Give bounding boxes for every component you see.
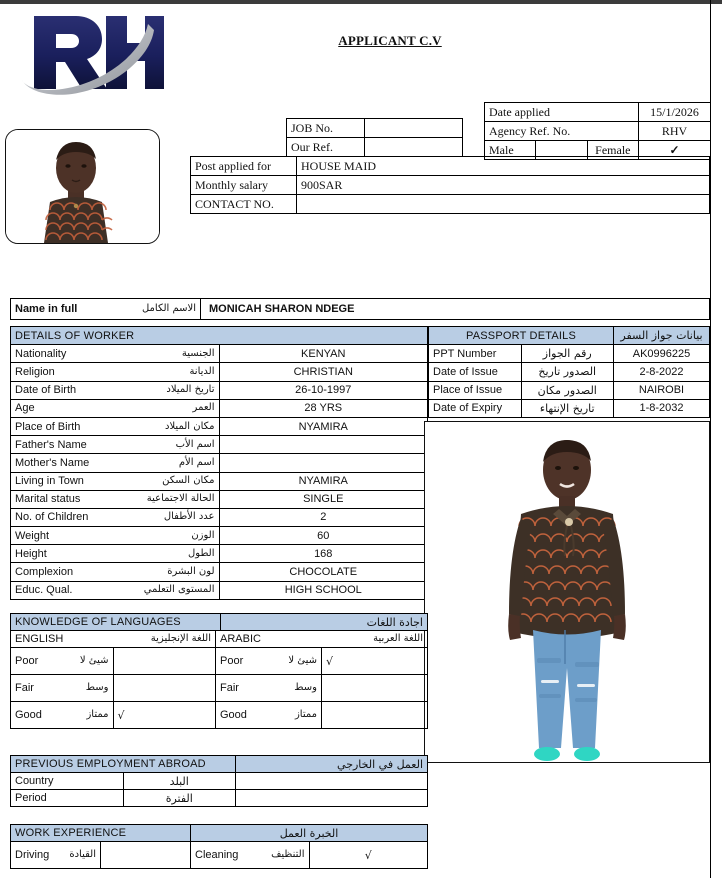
passport-details-title-ar: بيانات جواز السفر [614, 327, 710, 345]
page-title: APPLICANT C.V [338, 33, 442, 48]
row-label-cell [11, 472, 220, 490]
row-value[interactable]: NAIROBI [614, 381, 710, 399]
previous-employment-table [10, 755, 428, 807]
row-label-cell [11, 581, 220, 599]
table-row [11, 702, 428, 729]
post-applied-label: Post applied for [191, 157, 297, 176]
english-level-cell [11, 648, 114, 675]
work-experience-table [10, 824, 428, 869]
row-label-en: PPT Number [429, 345, 522, 363]
row-label-en: Educ. Qual. [15, 584, 73, 597]
row-value[interactable]: 60 [219, 527, 428, 545]
female-checkbox[interactable]: ✓ [639, 141, 711, 160]
row-label-cell [11, 381, 220, 399]
row-value[interactable]: NYAMIRA [219, 417, 428, 435]
row-label-en: Nationality [15, 347, 67, 360]
applicant-headshot [5, 129, 160, 244]
row-label-ar: المستوى التعلمي [143, 584, 215, 596]
row-label-ar: الحالة الاجتماعية [146, 493, 215, 505]
date-applied-label: Date applied [485, 103, 639, 122]
row-label-ar: الديانة [189, 365, 215, 377]
languages-section-header [10, 613, 428, 631]
row-label-en: Mother's Name [15, 456, 90, 469]
section-header-row [11, 825, 428, 842]
period-label-en: Period [11, 790, 124, 807]
row-label-ar: العمر [192, 402, 215, 414]
english-level-label-ar: ممتاز [86, 709, 109, 720]
agency-ref-value[interactable]: RHV [639, 122, 711, 141]
row-value[interactable]: NYAMIRA [219, 472, 428, 490]
arabic-level-label-en: Good [220, 709, 247, 721]
page-top-edge [0, 0, 722, 4]
job-no-label: JOB No. [287, 119, 365, 138]
row-value[interactable]: 168 [219, 545, 428, 563]
table-row [11, 381, 428, 399]
row-label-ar: لون البشرة [167, 566, 215, 578]
details-of-worker-title: DETAILS OF WORKER [11, 327, 428, 345]
row-label-ar: رقم الجواز [521, 345, 614, 363]
section-header-row [429, 327, 710, 345]
row-label-en: No. of Children [15, 511, 89, 524]
row-value[interactable]: 26-10-1997 [219, 381, 428, 399]
arabic-level-cell [216, 648, 322, 675]
english-level-checkbox[interactable] [113, 675, 216, 702]
arabic-language-cell [216, 631, 428, 648]
table-row [11, 436, 428, 454]
name-in-full-label-cell [11, 299, 201, 320]
contact-no-label: CONTACT NO. [191, 195, 297, 214]
row-value[interactable]: 1-8-2032 [614, 399, 710, 417]
work-experience-title-en: WORK EXPERIENCE [11, 825, 191, 842]
row-value[interactable]: CHRISTIAN [219, 363, 428, 381]
english-label-ar: اللغة الإنجليزية [150, 633, 211, 644]
table-row [429, 363, 710, 381]
table-row [429, 345, 710, 363]
row-value[interactable]: 2 [219, 508, 428, 526]
row-value[interactable]: 2-8-2022 [614, 363, 710, 381]
english-level-cell [11, 675, 114, 702]
row-label-en: Weight [15, 529, 50, 542]
row-label-en: Religion [15, 365, 55, 378]
monthly-salary-label: Monthly salary [191, 176, 297, 195]
job-no-value[interactable] [365, 119, 463, 138]
english-level-label-en: Good [15, 709, 42, 721]
section-header-row [11, 327, 428, 345]
arabic-level-label-ar: شيئ لا [288, 655, 317, 666]
driving-label-cell [11, 842, 101, 869]
agency-ref-label: Agency Ref. No. [485, 122, 639, 141]
cleaning-label-cell [191, 842, 310, 869]
row-value[interactable]: KENYAN [219, 345, 428, 363]
languages-title-ar: اجادة اللغات [221, 614, 428, 631]
table-row [11, 299, 710, 320]
languages-table [10, 630, 428, 729]
cleaning-checkbox[interactable]: √ [309, 842, 428, 869]
job-reference-table [286, 118, 463, 157]
cleaning-label-ar: التنظيف [271, 849, 305, 860]
table-row [485, 122, 711, 141]
row-label-en: Place of Birth [15, 420, 81, 433]
row-label-en: Date of Birth [15, 384, 77, 397]
english-level-cell [11, 702, 114, 729]
row-label-cell [11, 436, 220, 454]
english-label-en: ENGLISH [15, 633, 64, 645]
arabic-label-ar: اللغة العربية [373, 633, 423, 644]
row-label-cell [11, 363, 220, 381]
table-row [11, 345, 428, 363]
country-label-en: Country [11, 773, 124, 790]
row-label-cell [11, 454, 220, 472]
row-value[interactable]: SINGLE [219, 490, 428, 508]
table-row [11, 508, 428, 526]
cleaning-label-en: Cleaning [195, 849, 239, 861]
row-label-ar: الجنسية [181, 347, 215, 359]
arabic-level-checkbox[interactable]: √ [322, 648, 428, 675]
row-label-en: Father's Name [15, 438, 87, 451]
table-row [11, 417, 428, 435]
table-row [11, 545, 428, 563]
post-applied-value[interactable]: HOUSE MAID [297, 157, 710, 176]
row-label-en: Date of Issue [429, 363, 522, 381]
table-row [11, 675, 428, 702]
table-row [11, 527, 428, 545]
arabic-level-label-ar: ممتاز [294, 709, 317, 720]
table-row [11, 563, 428, 581]
table-row [429, 399, 710, 417]
name-in-full-label-ar: الاسم الكامل [141, 303, 196, 314]
work-experience-title-ar: الخبرة العمل [191, 825, 428, 842]
arabic-level-checkbox[interactable] [322, 702, 428, 729]
row-value[interactable]: 28 YRS [219, 399, 428, 417]
row-label-cell [11, 545, 220, 563]
row-label-ar: تاريخ الإنتهاء [521, 399, 614, 417]
contact-no-value[interactable] [297, 195, 710, 214]
monthly-salary-value[interactable]: 900SAR [297, 176, 710, 195]
row-label-ar: اسم الأم [178, 456, 215, 468]
arabic-label-en: ARABIC [220, 633, 261, 645]
period-value[interactable] [236, 790, 428, 807]
table-row [11, 790, 428, 807]
row-label-en: Place of Issue [429, 381, 522, 399]
our-ref-value[interactable] [365, 138, 463, 157]
table-row [191, 195, 710, 214]
table-row [191, 157, 710, 176]
row-value[interactable] [219, 436, 428, 454]
arabic-level-label-en: Poor [220, 655, 244, 667]
agency-reference-table [484, 102, 711, 160]
table-row [11, 581, 428, 599]
languages-title-en: KNOWLEDGE OF LANGUAGES [11, 614, 221, 631]
applicant-full-body-photo [424, 421, 710, 763]
table-row [11, 472, 428, 490]
name-in-full-table [10, 298, 710, 320]
row-label-ar: عدد الأطفال [163, 511, 215, 523]
row-value[interactable] [219, 454, 428, 472]
table-row [11, 454, 428, 472]
table-row [287, 138, 463, 157]
row-label-cell [11, 527, 220, 545]
english-language-cell [11, 631, 216, 648]
row-label-en: Height [15, 547, 47, 560]
english-level-checkbox[interactable]: √ [113, 702, 216, 729]
female-label: Female [587, 141, 638, 160]
name-in-full-value[interactable]: MONICAH SHARON NDEGE [201, 299, 710, 320]
row-value[interactable]: CHOCOLATE [219, 563, 428, 581]
arabic-level-checkbox[interactable] [322, 675, 428, 702]
arabic-level-cell [216, 702, 322, 729]
table-row [11, 490, 428, 508]
row-label-ar: الطول [188, 547, 215, 559]
row-label-en: Age [15, 402, 35, 415]
our-ref-label: Our Ref. [287, 138, 365, 157]
date-applied-value[interactable]: 15/1/2026 [639, 103, 711, 122]
language-name-row [11, 631, 428, 648]
row-label-ar: اسم الأب [175, 438, 215, 450]
driving-label-en: Driving [15, 849, 50, 861]
previous-employment-title-en: PREVIOUS EMPLOYMENT ABROAD [11, 756, 236, 773]
row-label-en: Living in Town [15, 475, 84, 488]
country-value[interactable] [236, 773, 428, 790]
driving-label-ar: القيادة [69, 849, 96, 860]
passport-details-table [428, 326, 710, 418]
row-label-cell [11, 508, 220, 526]
row-label-cell [11, 345, 220, 363]
driving-checkbox[interactable] [101, 842, 191, 869]
male-label: Male [485, 141, 536, 160]
english-level-label-en: Poor [15, 655, 39, 667]
english-level-label-ar: شيئ لا [79, 655, 109, 666]
section-header-row [11, 756, 428, 773]
details-of-worker-table [10, 326, 428, 600]
row-label-ar: الصدور مكان [521, 381, 614, 399]
row-label-ar: الوزن [191, 529, 215, 541]
row-label-en: Complexion [15, 566, 74, 579]
row-label-en: Date of Expiry [429, 399, 522, 417]
english-level-label-en: Fair [15, 682, 34, 694]
row-label-cell [11, 417, 220, 435]
previous-employment-title-ar: العمل في الخارجي [236, 756, 428, 773]
english-level-checkbox[interactable] [113, 648, 216, 675]
name-in-full-label-en: Name in full [15, 303, 78, 315]
period-label-ar: الفترة [123, 790, 236, 807]
post-applied-table [190, 156, 710, 214]
country-label-ar: البلد [123, 773, 236, 790]
table-row [485, 103, 711, 122]
row-label-cell [11, 399, 220, 417]
row-label-cell [11, 563, 220, 581]
table-row [11, 773, 428, 790]
section-header-row [11, 614, 428, 631]
table-row [11, 648, 428, 675]
english-level-label-ar: وسط [85, 682, 109, 693]
arabic-level-cell [216, 675, 322, 702]
table-row [11, 399, 428, 417]
company-logo [14, 8, 164, 100]
table-row [287, 119, 463, 138]
row-value[interactable]: HIGH SCHOOL [219, 581, 428, 599]
table-row [11, 363, 428, 381]
row-label-en: Marital status [15, 493, 81, 506]
row-label-ar: الصدور تاريخ [521, 363, 614, 381]
table-row [11, 842, 428, 869]
row-label-ar: مكان السكن [162, 475, 215, 487]
row-label-ar: مكان الميلاد [165, 420, 215, 432]
passport-details-title-en: PASSPORT DETAILS [429, 327, 614, 345]
table-row [191, 176, 710, 195]
row-label-cell [11, 490, 220, 508]
row-label-ar: تاريخ الميلاد [166, 384, 215, 396]
row-value[interactable]: AK0996225 [614, 345, 710, 363]
table-row [429, 381, 710, 399]
arabic-level-label-en: Fair [220, 682, 239, 694]
arabic-level-label-ar: وسط [294, 682, 317, 693]
